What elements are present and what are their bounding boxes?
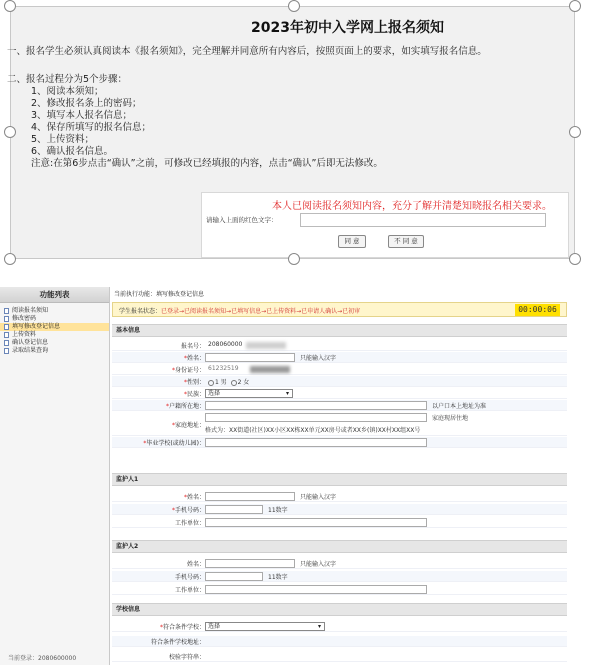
session-timer: 00:00:06 bbox=[515, 304, 560, 316]
step-6: 6、确认报名信息。 bbox=[31, 146, 114, 157]
reg-no-value: 208060000 bbox=[208, 341, 243, 348]
sidebar-item-label: 阅读报名须知 bbox=[12, 307, 49, 314]
sidebar-item-confirm[interactable] bbox=[0, 339, 109, 347]
redaction-blur bbox=[246, 342, 286, 349]
step-3: 3、填写本人报名信息； bbox=[31, 110, 133, 121]
row-cond-school bbox=[112, 621, 567, 632]
step-5: 5、上传资料； bbox=[31, 134, 95, 145]
row-g2-work bbox=[112, 584, 567, 595]
notice-panel bbox=[0, 0, 609, 270]
g1-work-input[interactable] bbox=[205, 518, 427, 527]
row-home-address bbox=[112, 412, 567, 436]
gender-options bbox=[208, 377, 249, 386]
resize-handle-top-right[interactable] bbox=[569, 0, 581, 12]
function-sidebar bbox=[0, 287, 110, 665]
gender-label: *性别： bbox=[183, 379, 205, 386]
row-check-string bbox=[112, 651, 567, 662]
g2-name-hint: 只能输入汉字 bbox=[300, 561, 337, 568]
g2-phone-input[interactable] bbox=[205, 572, 263, 581]
resize-handle-bottom[interactable] bbox=[288, 253, 300, 265]
sidebar-item-label: 上传资料 bbox=[12, 331, 37, 338]
ethnic-select[interactable]: 选择 ▾ bbox=[205, 389, 293, 398]
g2-name-label: 姓名： bbox=[186, 561, 205, 568]
name-label: *姓名： bbox=[183, 355, 205, 362]
agree-button[interactable]: 同 意 bbox=[338, 235, 366, 248]
g1-name-hint: 只能输入汉字 bbox=[300, 494, 337, 501]
reg-no-label: 报名号： bbox=[180, 343, 205, 350]
name-input[interactable] bbox=[205, 353, 295, 362]
g1-work-label: 工作单位： bbox=[174, 520, 205, 527]
grad-school-input[interactable] bbox=[205, 438, 427, 447]
status-label: 学生报名状态： bbox=[119, 308, 162, 315]
row-id bbox=[112, 364, 567, 375]
id-label: *身份证号： bbox=[171, 367, 205, 374]
confirm-box bbox=[201, 192, 569, 258]
document-icon bbox=[4, 308, 9, 314]
step-1: 1、阅读本须知； bbox=[31, 86, 104, 97]
row-g2-phone bbox=[112, 571, 567, 582]
resize-handle-top[interactable] bbox=[288, 0, 300, 12]
school-label: *毕业学校(或幼儿园)： bbox=[143, 440, 205, 447]
resize-handle-top-left[interactable] bbox=[4, 0, 16, 12]
gender-female-label: 2 女 bbox=[237, 379, 250, 386]
confirm-label: 请输入上面的红色文字： bbox=[206, 216, 278, 224]
sidebar-title: 功能列表 bbox=[0, 287, 109, 303]
confirm-text-input[interactable] bbox=[300, 213, 546, 227]
name-hint: 只能输入汉字 bbox=[300, 355, 337, 362]
confirm-warning: 本人已阅读报名须知内容，充分了解并清楚知晓报名相关要求。 bbox=[272, 201, 552, 212]
g1-phone-input[interactable] bbox=[205, 505, 263, 514]
sidebar-item-label: 修改密码 bbox=[12, 315, 37, 322]
row-gender bbox=[112, 376, 567, 387]
g1-phone-hint: 11数字 bbox=[268, 507, 288, 514]
g2-work-input[interactable] bbox=[205, 585, 427, 594]
chevron-down-icon: ▾ bbox=[317, 623, 321, 630]
g2-phone-hint: 11数字 bbox=[268, 574, 288, 581]
home-format-hint: 格式为：XX街道(社区)XX小区XX栋XX单元XX房号或者XX乡(镇)XX村XX组XX号 bbox=[205, 427, 421, 434]
sidebar-item-label: 确认登记信息 bbox=[12, 339, 49, 346]
gender-male-radio[interactable] bbox=[208, 380, 214, 386]
check-string-label: 校验字符串： bbox=[168, 654, 205, 661]
cond-school-select[interactable]: 选择 ▾ bbox=[205, 622, 325, 631]
section-guardian-2: 监护人2 bbox=[112, 540, 567, 553]
status-bar bbox=[112, 302, 567, 317]
hukou-label: *户籍所在地： bbox=[165, 403, 205, 410]
document-icon bbox=[4, 332, 9, 338]
document-icon bbox=[4, 348, 9, 354]
g2-phone-label: 手机号码： bbox=[174, 574, 205, 581]
breadcrumb: 当前执行功能：填写修改登记信息 bbox=[114, 291, 205, 298]
status-flow: 已登录→已阅读报名须知→已填写信息→已上传资料→已申请人确认→已初审 bbox=[161, 308, 361, 315]
main-form bbox=[112, 287, 567, 665]
status-text bbox=[119, 306, 360, 315]
row-ethnic bbox=[112, 388, 567, 399]
cond-school-addr-label: 符合条件学校地址： bbox=[150, 639, 205, 646]
gender-male-label: 1 男 bbox=[215, 379, 227, 386]
resize-handle-right[interactable] bbox=[569, 126, 581, 138]
redaction-blur bbox=[250, 366, 290, 373]
row-g1-name bbox=[112, 491, 567, 502]
hukou-hint: 以户口本上地址为准 bbox=[432, 403, 487, 410]
home-hint: 家庭现居住地 bbox=[432, 415, 469, 422]
row-g1-work bbox=[112, 517, 567, 528]
step-2: 2、修改报名条上的密码； bbox=[31, 98, 142, 109]
resize-handle-bottom-right[interactable] bbox=[569, 253, 581, 265]
document-icon bbox=[4, 316, 9, 322]
id-value[interactable]: 61232519 bbox=[208, 365, 239, 372]
g2-name-input[interactable] bbox=[205, 559, 295, 568]
g2-work-label: 工作单位： bbox=[174, 587, 205, 594]
notice-frame bbox=[7, 6, 575, 259]
sidebar-item-results[interactable] bbox=[0, 347, 109, 355]
row-name bbox=[112, 352, 567, 363]
section-school-info: 学校信息 bbox=[112, 603, 567, 616]
g1-phone-label: *手机号码： bbox=[171, 507, 205, 514]
home-input[interactable] bbox=[205, 413, 427, 422]
row-reg-no bbox=[112, 340, 567, 351]
document-icon bbox=[4, 324, 9, 330]
sidebar-item-label: 填写修改登记信息 bbox=[12, 323, 61, 330]
sidebar-item-change-password[interactable] bbox=[0, 315, 109, 323]
section-guardian-1: 监护人1 bbox=[112, 473, 567, 486]
ethnic-label: *民族： bbox=[183, 391, 205, 398]
row-g1-phone bbox=[112, 504, 567, 515]
row-hukou bbox=[112, 400, 567, 411]
row-g2-name bbox=[112, 558, 567, 569]
g1-name-input[interactable] bbox=[205, 492, 295, 501]
row-school bbox=[112, 437, 567, 448]
cond-school-label: *符合条件学校： bbox=[159, 624, 205, 631]
g1-name-label: *姓名： bbox=[183, 494, 205, 501]
chevron-down-icon: ▾ bbox=[285, 390, 289, 397]
notice-line-2: 二、报名过程分为5个步骤： bbox=[7, 74, 128, 85]
resize-handle-bottom-left[interactable] bbox=[4, 253, 16, 265]
sidebar-item-upload[interactable] bbox=[0, 331, 109, 339]
step-4: 4、保存所填写的报名信息； bbox=[31, 122, 152, 133]
row-cond-school-addr bbox=[112, 636, 567, 647]
sidebar-item-read-notice[interactable] bbox=[0, 307, 109, 315]
document-icon bbox=[4, 340, 9, 346]
sidebar-item-label: 录取结果查询 bbox=[12, 347, 49, 354]
home-label: *家庭地址： bbox=[171, 422, 205, 429]
notice-line-1: 一、报名学生必须认真阅读本《报名须知》，完全理解并同意所有内容后，按照页面上的要求，如实填写报名信息。 bbox=[7, 46, 487, 57]
section-basic-info: 基本信息 bbox=[112, 324, 567, 337]
resize-handle-left[interactable] bbox=[4, 126, 16, 138]
notice-note: 注意:在第6步点击“确认”之前，可修改已经填报的内容，点击“确认”后即无法修改。 bbox=[31, 158, 383, 169]
hukou-input[interactable] bbox=[205, 401, 427, 410]
sidebar-item-fill-info[interactable] bbox=[0, 323, 109, 331]
notice-title: 2023年初中入学网上报名须知 bbox=[251, 20, 444, 36]
disagree-button[interactable]: 不 同 意 bbox=[388, 235, 424, 248]
login-info: 当前登录：2080600000 bbox=[8, 655, 77, 662]
gender-female-radio[interactable] bbox=[231, 380, 237, 386]
